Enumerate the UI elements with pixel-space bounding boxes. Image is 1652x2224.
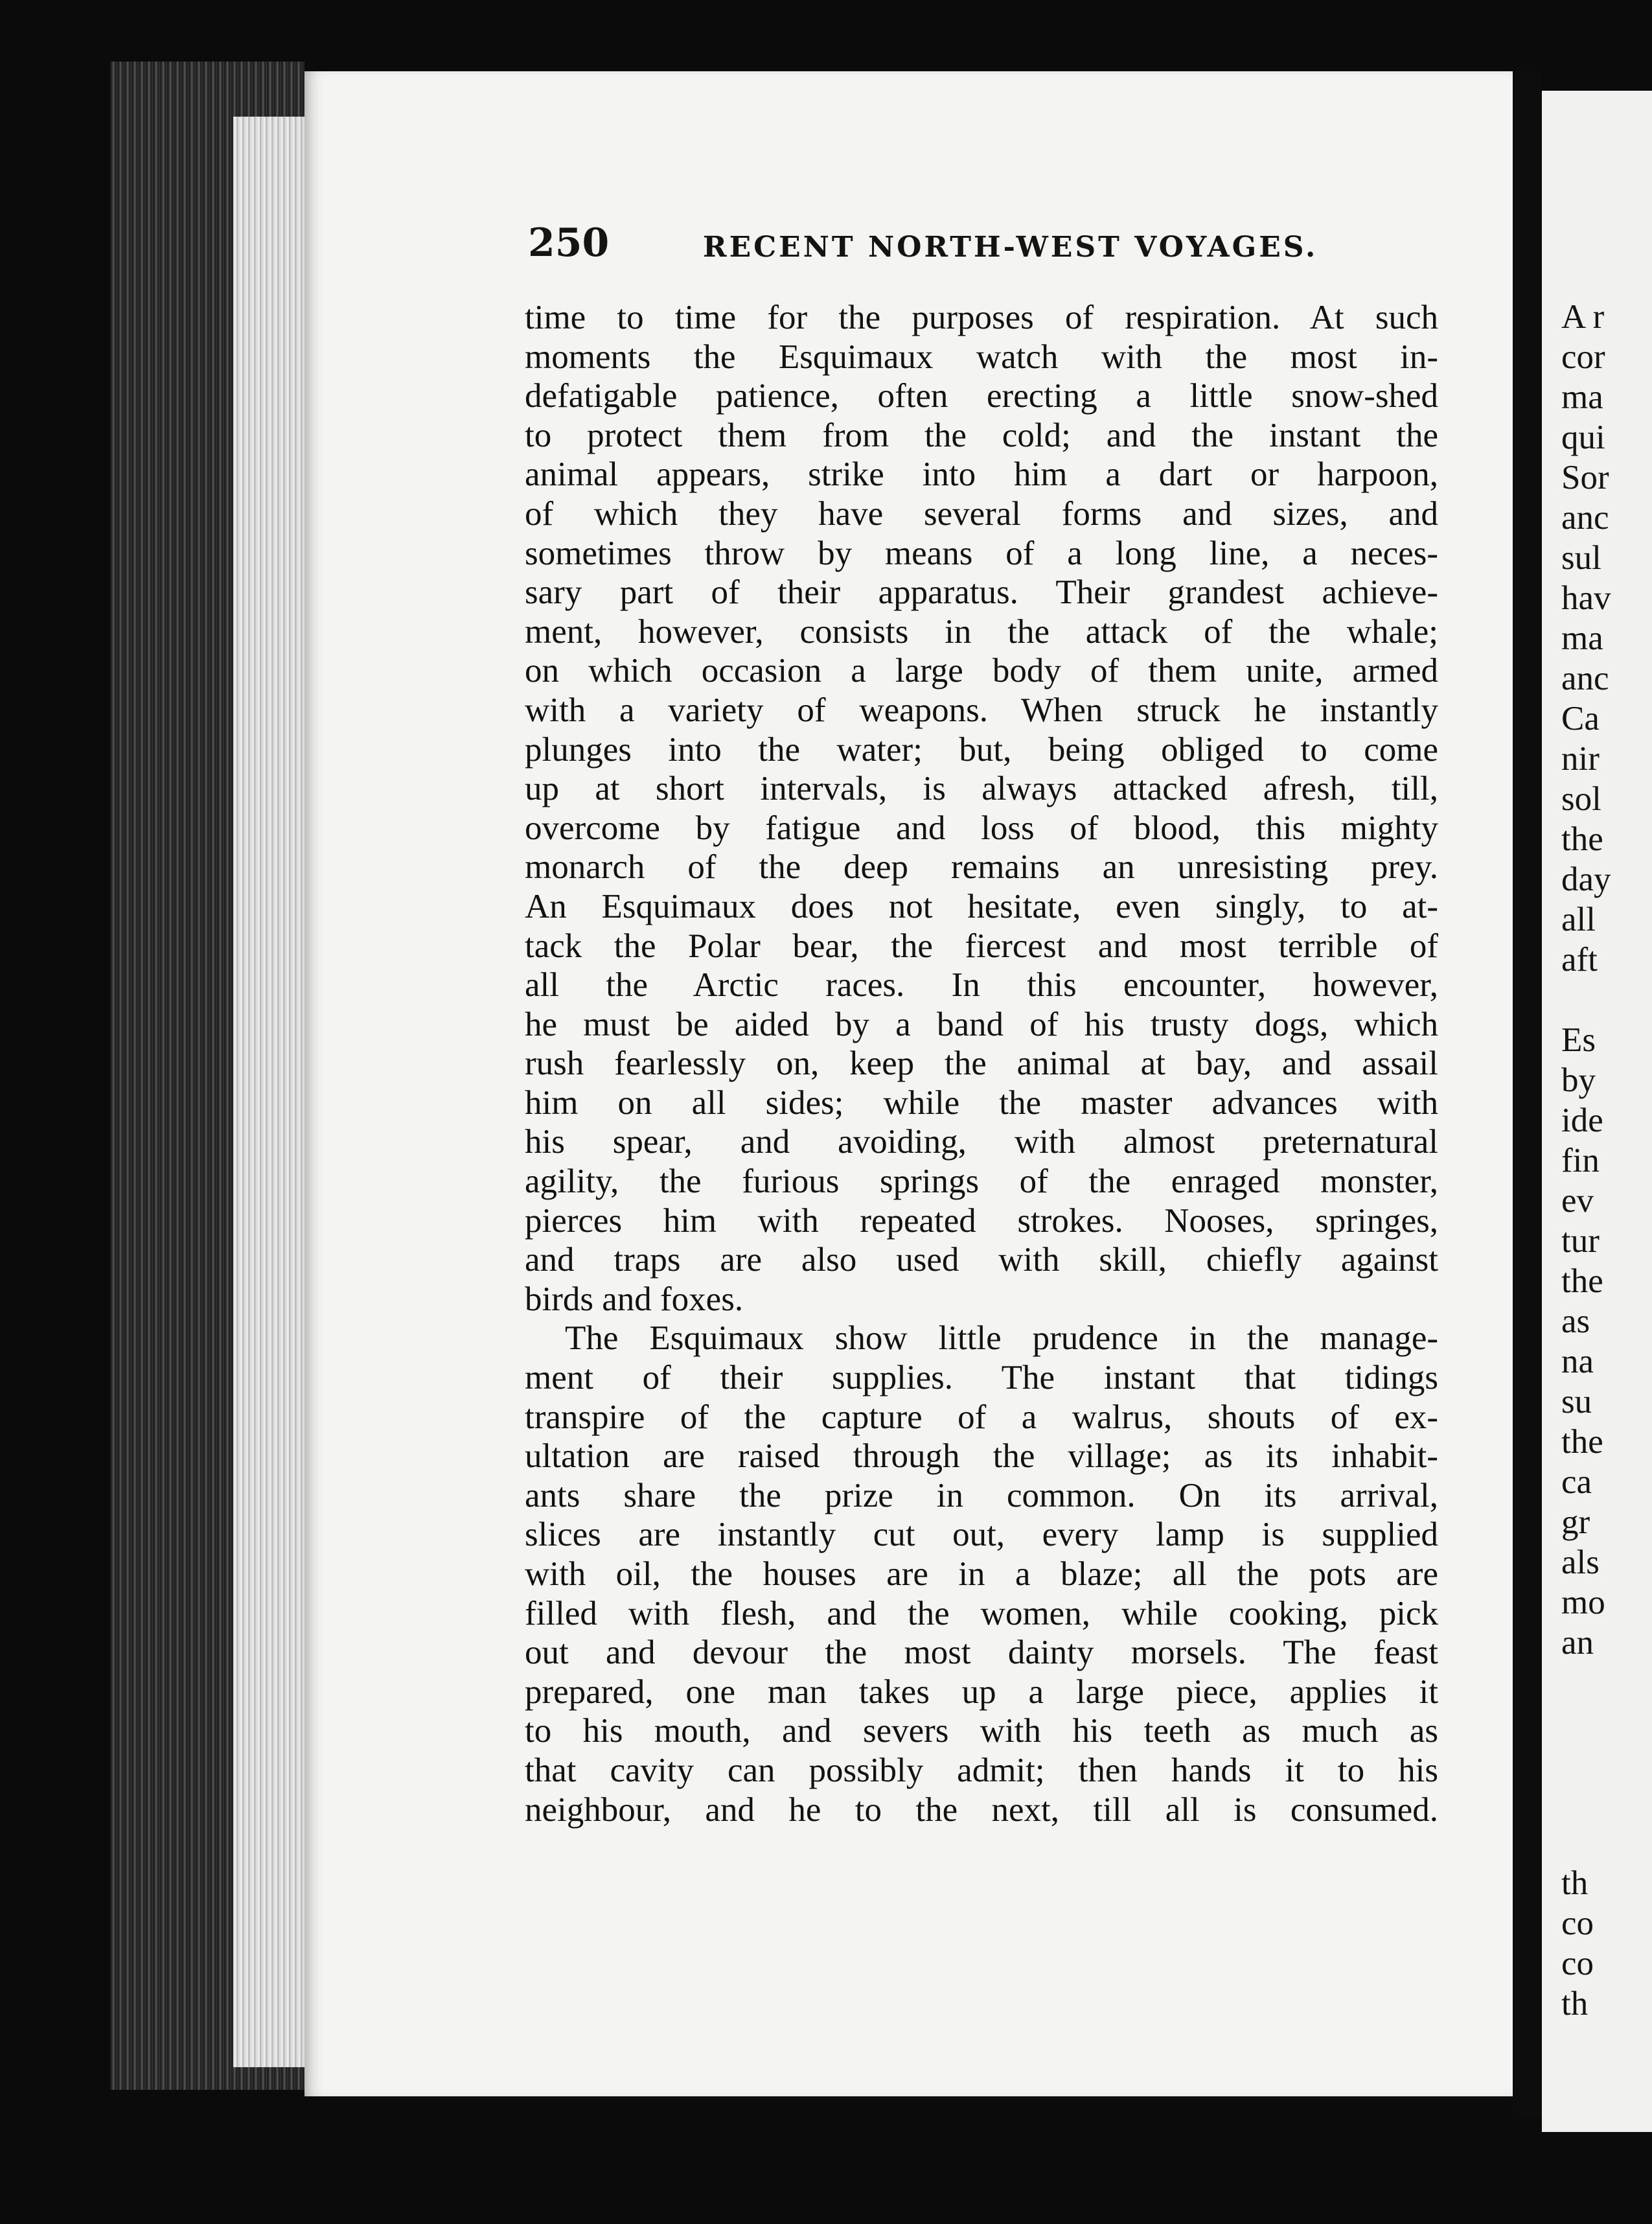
running-head: RECENT NORTH-WEST VOYAGES. <box>703 231 1318 264</box>
facing-page-line: th <box>1561 1985 1589 2022</box>
facing-page-line <box>1542 980 1611 1020</box>
facing-page-line: nir <box>1561 740 1600 778</box>
text-line: he must be aided by a band of his trusty dogs, which <box>525 1005 1438 1043</box>
facing-page-line: all <box>1561 901 1596 938</box>
facing-page-line: th <box>1561 1864 1589 1902</box>
facing-page-line: sol <box>1561 780 1601 818</box>
facing-page-line: su <box>1561 1383 1592 1420</box>
facing-page-line: co <box>1561 1905 1594 1942</box>
text-line: prepared, one man takes up a large piece, applies it <box>525 1673 1438 1711</box>
text-line: birds and foxes. <box>525 1280 744 1318</box>
text-line: filled with flesh, and the women, while cooking, pick <box>525 1594 1438 1632</box>
facing-page-line: gr <box>1561 1503 1590 1541</box>
text-line: to his mouth, and severs with his teeth as much as <box>525 1712 1438 1750</box>
text-line: The Esquimaux show little prudence in the manage- <box>565 1319 1438 1358</box>
facing-page-line: ca <box>1561 1463 1592 1501</box>
facing-page-line: sul <box>1561 539 1601 577</box>
text-line: sary part of their apparatus. Their grandest achieve- <box>525 573 1438 612</box>
facing-page-line: aft <box>1561 941 1598 979</box>
text-line: sometimes throw by means of a long line, a neces- <box>525 534 1438 572</box>
text-line: An Esquimaux does not hesitate, even singly, to at- <box>525 887 1438 925</box>
facing-page-line: by <box>1561 1061 1596 1099</box>
text-line: defatigable patience, often erecting a little snow-shed <box>525 377 1438 415</box>
text-line: slices are instantly cut out, every lamp is supplied <box>525 1516 1438 1554</box>
facing-page-line: anc <box>1561 499 1609 537</box>
page-header <box>528 220 1435 272</box>
facing-page-text-top <box>1542 297 1611 1663</box>
text-line: ment of their supplies. The instant that tidings <box>525 1359 1438 1397</box>
text-line: agility, the furious springs of the enraged monster, <box>525 1163 1438 1201</box>
facing-page-line: na <box>1561 1343 1594 1380</box>
text-line: with a variety of weapons. When struck he instantly <box>525 691 1438 729</box>
facing-page-line: als <box>1561 1544 1600 1581</box>
facing-page-line: ev <box>1561 1182 1594 1220</box>
facing-page-line: fin <box>1561 1142 1600 1179</box>
text-line: plunges into the water; but, being obliged to come <box>525 730 1438 769</box>
facing-page-line: ma <box>1561 620 1603 657</box>
facing-page-line: the <box>1561 820 1603 858</box>
facing-page-line: co <box>1561 1945 1594 1982</box>
text-line: ultation are raised through the village; as its inhabit- <box>525 1437 1438 1476</box>
facing-page-text-bottom <box>1542 1863 1594 2024</box>
text-line: pierces him with repeated strokes. Nooses, springes, <box>525 1201 1438 1240</box>
facing-page-line: as <box>1561 1303 1590 1340</box>
facing-page-line: qui <box>1561 419 1605 456</box>
text-line: all the Arctic races. In this encounter, however, <box>525 966 1438 1004</box>
text-line: rush fearlessly on, keep the animal at bay, and assail <box>525 1045 1438 1083</box>
text-line: of which they have several forms and sizes, and <box>525 494 1438 533</box>
facing-page-line: ma <box>1561 378 1603 416</box>
facing-page-line: A r <box>1561 298 1605 336</box>
facing-page-line: the <box>1561 1423 1603 1461</box>
facing-page-line: Es <box>1561 1021 1596 1059</box>
facing-page-line: cor <box>1561 338 1605 376</box>
text-line: and traps are also used with skill, chiefly against <box>525 1241 1438 1279</box>
page-number: 250 <box>528 220 610 266</box>
facing-page-line: anc <box>1561 660 1609 697</box>
text-line: tack the Polar bear, the fiercest and most terrible of <box>525 927 1438 965</box>
text-line: with oil, the houses are in a blaze; all the pots are <box>525 1555 1438 1593</box>
text-line: to protect them from the cold; and the instant the <box>525 416 1438 454</box>
facing-page-line: the <box>1561 1262 1603 1300</box>
text-line: transpire of the capture of a walrus, shouts of ex- <box>525 1398 1438 1436</box>
text-line: monarch of the deep remains an unresisting prey. <box>525 848 1438 886</box>
text-line: moments the Esquimaux watch with the most in- <box>525 338 1438 376</box>
right-page-fragment <box>1542 91 1652 2132</box>
text-line: ment, however, consists in the attack of the whale; <box>525 612 1438 651</box>
text-line: out and devour the most dainty morsels. The feast <box>525 1634 1438 1672</box>
text-line: his spear, and avoiding, with almost preternatural <box>525 1123 1438 1161</box>
text-line: that cavity can possibly admit; then hands it to his <box>525 1751 1438 1789</box>
text-line: overcome by fatigue and loss of blood, this mighty <box>525 809 1438 847</box>
facing-page-line: hav <box>1561 579 1611 617</box>
text-line: up at short intervals, is always attacked afresh, till, <box>525 770 1438 808</box>
text-line: on which occasion a large body of them unite, armed <box>525 652 1438 690</box>
facing-page-line: mo <box>1561 1584 1605 1621</box>
text-line: ants share the prize in common. On its arrival, <box>525 1476 1438 1514</box>
page-edges <box>233 117 304 2067</box>
facing-page-line: Ca <box>1561 700 1600 737</box>
text-line: neighbour, and he to the next, till all is consumed. <box>525 1790 1438 1829</box>
facing-page-line: day <box>1561 861 1611 898</box>
facing-page-line: tur <box>1561 1222 1600 1260</box>
text-line: time to time for the purposes of respiration. At such <box>525 299 1438 336</box>
facing-page-line: ide <box>1561 1102 1603 1139</box>
facing-page-line: Sor <box>1561 459 1609 496</box>
text-line: him on all sides; while the master advances with <box>525 1083 1438 1122</box>
facing-page-line: an <box>1561 1624 1594 1662</box>
book-gutter <box>1513 71 1542 2119</box>
body-text <box>525 298 1438 1829</box>
text-line: animal appears, strike into him a dart or harpoon, <box>525 456 1438 494</box>
